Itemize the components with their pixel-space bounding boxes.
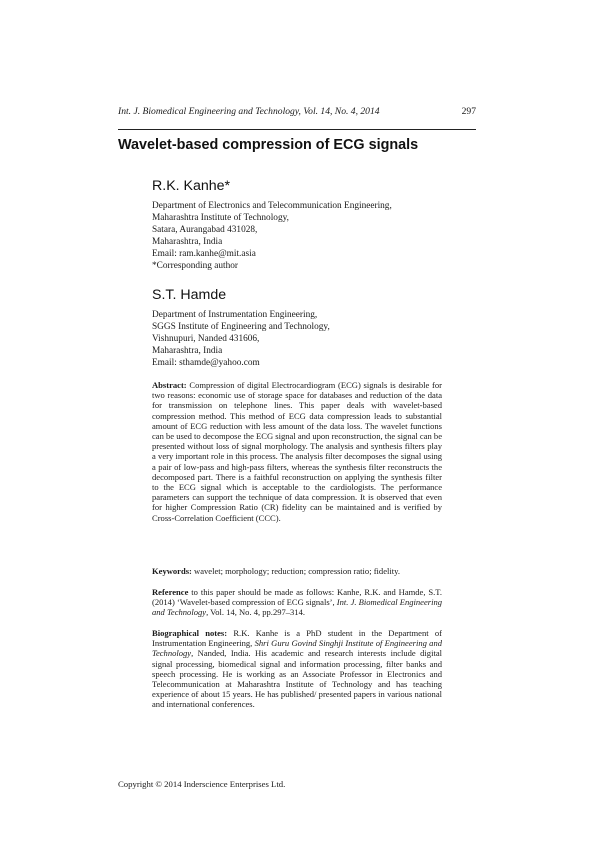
author-name-2: S.T. Hamde — [152, 287, 227, 303]
page-number: 297 — [461, 106, 476, 117]
keywords — [152, 566, 442, 576]
affiliation-line: Maharashtra, India — [152, 346, 223, 357]
author-affiliation-1 — [152, 200, 452, 273]
affiliation-line: Satara, Aurangabad 431028, — [152, 225, 258, 236]
author-name-1: R.K. Kanhe* — [152, 178, 231, 194]
bio-text-1: R.K. Kanhe is a PhD student in the Department of Instrumentation Engineering, — [152, 628, 442, 649]
reference-details: , Vol. 14, No. 4, pp.297–314. — [206, 607, 305, 618]
reference-label: Reference — [152, 587, 189, 597]
affiliation-line: SGGS Institute of Engineering and Technology, — [152, 322, 330, 333]
affiliation-line: Department of Electronics and Telecommunication Engineering, — [152, 201, 392, 211]
affiliation-line: *Corresponding author — [152, 261, 238, 272]
keywords-text: wavelet; morphology; reduction; compression ratio; fidelity. — [194, 566, 400, 576]
affiliation-line: Maharashtra, India — [152, 237, 223, 248]
reference-text: to this paper should be made as follows: Kanhe, R.K. and Hamde, S.T. (2014) ‘Wavelet-based compression of ECG signals’, — [152, 587, 442, 608]
affiliation-line: Email: sthamde@yahoo.com — [152, 358, 260, 369]
bio-text-2: , Nanded, India. His academic and research interests include digital signal processing, biomedical signal and information processing, filter banks and speech processing. He is working as an Associate Professor in Electronics and Telecommunication at Maharashtra Institute of Technology and has teaching experience of about 15 years. He has published/ presented papers in various national and international conferences. — [152, 648, 442, 710]
journal-citation: Int. J. Biomedical Engineering and Technology, Vol. 14, No. 4, 2014 — [118, 106, 380, 117]
biographical-notes — [152, 628, 442, 710]
bio-institute: Shri Guru Govind Singhji Institute of Engineering and Technology — [152, 638, 443, 659]
affiliation-line: Maharashtra Institute of Technology, — [152, 213, 289, 224]
paper-title: Wavelet-based compression of ECG signals — [118, 137, 419, 153]
abstract-label: Abstract: — [152, 380, 187, 390]
bio-label: Biographical notes: — [152, 628, 228, 638]
author-affiliation-2 — [152, 309, 452, 369]
reference-note — [152, 587, 442, 618]
abstract — [152, 380, 442, 523]
affiliation-line: Department of Instrumentation Engineering, — [152, 310, 318, 320]
keywords-label: Keywords: — [152, 566, 192, 576]
reference-journal: Int. J. Biomedical Engineering and Technology — [152, 597, 442, 618]
copyright-notice: Copyright © 2014 Inderscience Enterprises Ltd. — [118, 779, 286, 789]
affiliation-line: Email: ram.kanhe@mit.asia — [152, 249, 256, 260]
affiliation-line: Vishnupuri, Nanded 431606, — [152, 334, 260, 345]
running-header — [118, 106, 476, 117]
header-rule — [118, 129, 476, 130]
abstract-text: Compression of digital Electrocardiogram (ECG) signals is desirable for two reasons: economic use of storage space for databases and reduction of the data for transmission on telephone lines. This paper deals with wavelet-based compression method. This method of ECG data compression leads to substantial amount of ECG reduction with less amount of the data loss. The wavelet functions can be used to decompose the ECG signal and upon reconstruction, the signal can be presented without loss of signal morphology. The analysis and synthesis filters play a very important role in this process. The analysis filter decomposes the signal using a pair of low-pass and high-pass filters, whereas the synthesis filter reconstructs the decomposed part. There is a faithful reconstruction on applying the synthesis filter to the ECG signal which is acceptable to the cardiologists. The performance parameters can support the technique of data compression. It is observed that even for higher Compression Ratio (CR) fidelity can be maintained and is verified by Cross-Correlation Coefficient (CCC). — [152, 380, 442, 523]
